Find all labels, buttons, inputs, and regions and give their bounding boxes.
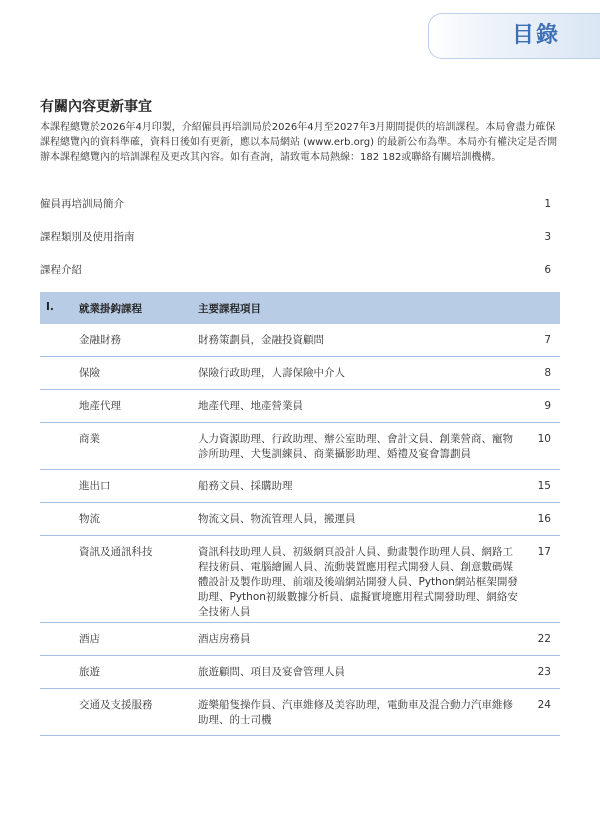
toc-item-page: 6 bbox=[544, 264, 551, 276]
row-category: 金融財務 bbox=[79, 334, 121, 346]
row-category: 物流 bbox=[79, 513, 100, 525]
row-page: 8 bbox=[544, 367, 551, 379]
table-row[interactable] bbox=[40, 324, 560, 357]
row-items: 船務文員、採購助理 bbox=[198, 480, 293, 492]
row-category: 交通及支援服務 bbox=[79, 699, 153, 711]
table-row[interactable] bbox=[40, 536, 560, 623]
table-row[interactable] bbox=[40, 423, 560, 470]
table-row[interactable] bbox=[40, 689, 560, 736]
row-category: 資訊及通訊科技 bbox=[79, 546, 153, 558]
table-row[interactable] bbox=[40, 470, 560, 503]
toc-item-label: 課程介紹 bbox=[40, 264, 82, 276]
toc-item-label: 僱員再培訓局簡介 bbox=[40, 198, 124, 210]
row-items: 旅遊顧問、項目及宴會管理人員 bbox=[198, 666, 345, 678]
row-items: 地產代理、地產營業員 bbox=[198, 400, 303, 412]
row-items: 資訊科技助理人員、初級網頁設計人員、動畫製作助理人員、網路工程技術員、電腦繪圖人員、流動裝置應用程式開發人員、創意數碼媒體設計及製作助理、前端及後端網站開發人員、Python網站框架開發助理、Python初級數據分析員、虛擬實境應用程式開發助理、網絡安全技術人員 bbox=[198, 546, 518, 618]
header-tab bbox=[428, 13, 600, 59]
toc-item[interactable] bbox=[40, 223, 560, 256]
toc-item[interactable] bbox=[40, 256, 560, 289]
row-page: 24 bbox=[537, 699, 551, 711]
row-page: 7 bbox=[544, 334, 551, 346]
row-category: 進出口 bbox=[79, 480, 111, 492]
row-page: 9 bbox=[544, 400, 551, 412]
page-title: 目錄 bbox=[511, 23, 560, 48]
toc-list bbox=[40, 190, 560, 289]
row-category: 旅遊 bbox=[79, 666, 100, 678]
row-category: 商業 bbox=[79, 433, 100, 445]
row-page: 17 bbox=[537, 546, 551, 558]
row-category: 酒店 bbox=[79, 633, 100, 645]
column-header-main: 主要課程項目 bbox=[198, 303, 261, 315]
row-page: 10 bbox=[537, 433, 551, 445]
toc-item-page: 1 bbox=[544, 198, 551, 210]
row-page: 22 bbox=[537, 633, 551, 645]
column-header-category: 就業掛鈎課程 bbox=[79, 303, 142, 315]
notice-title: 有關內容更新事宜 bbox=[40, 99, 152, 115]
table-row[interactable] bbox=[40, 357, 560, 390]
row-page: 23 bbox=[537, 666, 551, 678]
row-items: 保險行政助理，人壽保險中介人 bbox=[198, 367, 345, 379]
notice-body: 本課程總覽於2026年4月印製，介紹僱員再培訓局於2026年4月至2027年3月期間提供的培訓課程。本局會盡力確保課程總覽內的資料準確，資料日後如有更新，應以本局網站 (www.erb.org) 的最新公布為準。本局亦有權決定是否開辦本課程總覽內的培訓課程及更改其內容。如有查詢，請致電本局熱線：182 182或聯絡有關培訓機構。 bbox=[40, 122, 558, 163]
row-page: 15 bbox=[537, 480, 551, 492]
row-items: 酒店房務員 bbox=[198, 633, 251, 645]
toc-item-page: 3 bbox=[544, 231, 551, 243]
table-row[interactable] bbox=[40, 623, 560, 656]
row-items: 物流文員、物流管理人員，搬運員 bbox=[198, 513, 356, 525]
row-items: 人力資源助理、行政助理、辦公室助理、會計文員、創業營商、寵物診所助理、犬隻訓練員、商業攝影助理、婚禮及宴會籌劃員 bbox=[198, 433, 513, 460]
course-table bbox=[40, 292, 560, 736]
row-page: 16 bbox=[537, 513, 551, 525]
table-header bbox=[40, 292, 560, 324]
toc-item-label: 課程類別及使用指南 bbox=[40, 231, 135, 243]
section-number: I. bbox=[46, 301, 54, 313]
table-row[interactable] bbox=[40, 656, 560, 689]
row-category: 保險 bbox=[79, 367, 100, 379]
row-category: 地產代理 bbox=[79, 400, 121, 412]
table-row[interactable] bbox=[40, 390, 560, 423]
row-items: 遊樂船隻操作員、汽車維修及美容助理，電動車及混合動力汽車維修助理、的士司機 bbox=[198, 699, 513, 726]
row-items: 財務策劃員，金融投資顧問 bbox=[198, 334, 324, 346]
toc-item[interactable] bbox=[40, 190, 560, 223]
table-row[interactable] bbox=[40, 503, 560, 536]
